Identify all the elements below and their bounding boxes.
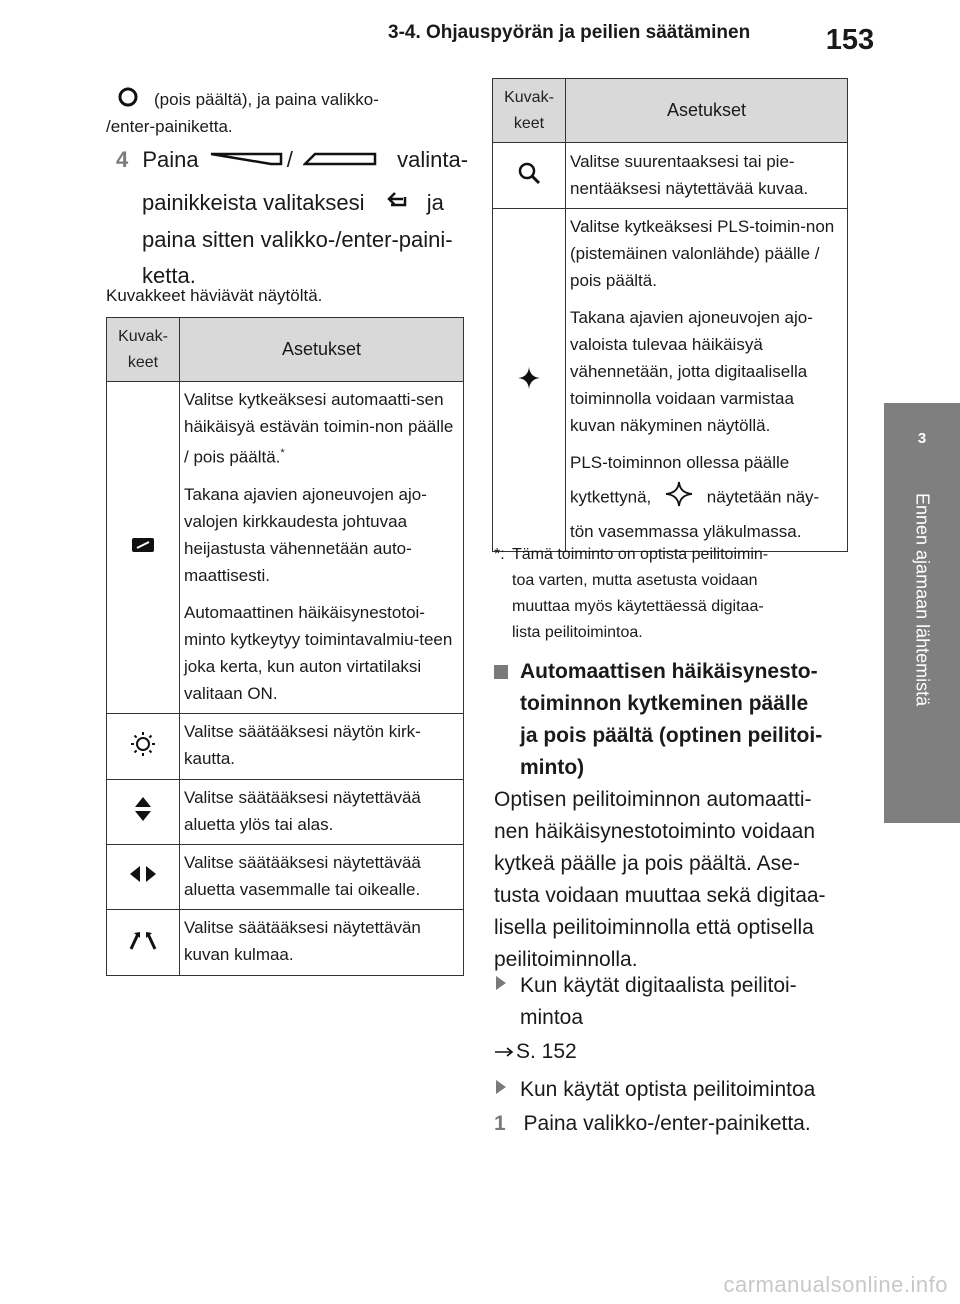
table-row [107,779,180,844]
row-desc: Valitse kytkeäksesi automaatti-sen häikäisyä estävän toimin-non päälle / pois päältä.* [184,390,454,467]
auto-dimming-icon [131,537,155,558]
pls-star-icon [516,365,542,396]
chapter-number: 3 [917,430,927,447]
row-desc: PLS-toiminnon ollessa päälle [570,453,790,472]
step-number: 4 [116,147,129,172]
intro-text: (pois päältä), ja paina valikko- /enter-painiketta. [106,86,466,139]
arrow-right-icon [494,1036,514,1068]
row-desc: Takana ajavien ajoneuvojen ajo-valoista tulevaa häikäisyä vähennetään, jotta digitaalisella toiminnolla voidaan varmistaa kuvan näkyminen näytöllä. [570,308,813,435]
watermark: carmanualsonline.info [723,1272,948,1297]
row-desc: Valitse säätääksesi näytön kirk-kautta. [180,713,464,779]
left-right-icon [128,864,158,889]
bullet-digital: Kun käytät digitaalista peilitoi- mintoa [496,970,856,1034]
table-row [107,909,180,975]
step-1: 1 Paina valikko-/enter-painiketta. [494,1112,811,1135]
note-text: Kuvakkeet häviävät näytöltä. [106,286,323,305]
page-reference: S. 152 [494,1036,577,1068]
row-desc: Valitse kytkeäksesi PLS-toimin-non (pistemäinen valonlähde) päälle / pois päältä. [570,217,835,290]
table-head-settings: Asetukset [566,79,848,143]
settings-table-left [106,317,464,976]
return-arrow-icon [385,186,411,222]
row-desc: kytkettynä, näytetään näy- [570,480,843,516]
step-number: 1 [494,1112,506,1135]
section-title: 3-4. Ohjauspyörän ja peilien säätäminen [388,22,751,43]
bullet-optical: Kun käytät optista peilitoimintoa [496,1074,815,1106]
page-number: 153 [825,24,875,56]
chapter-title: Ennen ajamaan lähtemistä [912,493,933,707]
row-desc: tön vasemmassa yläkulmassa. [570,522,802,541]
down-button-icon [209,143,283,179]
table-head-settings: Asetukset [180,318,464,382]
table-row [493,209,566,552]
triangle-bullet-icon [496,976,506,990]
table-head-icons: Kuvak- keet [107,318,180,382]
table-row [493,143,566,209]
brightness-icon [130,731,156,762]
zoom-icon [517,161,541,190]
off-circle-icon [116,86,140,115]
table-head-icons: Kuvak- keet [493,79,566,143]
row-desc: Valitse säätääksesi näytettävää aluetta ylös tai alas. [180,779,464,844]
up-button-icon [303,143,377,179]
section-heading: Automaattisen häikäisynesto- toiminnon kytkeminen päälle ja pois päältä (optinen peilitoi- minto) [494,656,854,784]
settings-table-right [492,78,848,552]
table-row [107,844,180,909]
row-desc: Valitse suurentaaksesi tai pie-nentääksesi näytettävää kuvaa. [566,143,848,209]
pls-outline-icon [664,480,694,516]
row-desc: Valitse säätääksesi näytettävää aluetta vasemmalle tai oikealle. [180,844,464,909]
footnote: *: Tämä toiminto on optista peilitoimin- toa varten, mutta asetusta voidaan muuttaa myös käytettäessä digitaa- lista peilitoimintoa. [494,546,769,641]
angle-icon [129,929,157,956]
step-4: 4 Paina / valinta- painikkeista valitaksesi ja paina sitten valikko-/enter-paini- ketta. [116,142,476,294]
row-desc: Valitse säätääksesi näytettävän kuvan kulmaa. [180,909,464,975]
up-down-icon [133,795,153,828]
square-bullet-icon [494,665,508,679]
body-paragraph: Optisen peilitoiminnon automaatti- nen häikäisynestotoiminto voidaan kytkeä päälle ja pois päältä. Ase- tusta voidaan muuttaa sekä digitaa- lisella peilitoiminnolla että optisella peilitoiminnolla. [494,788,826,971]
table-row [107,382,180,714]
triangle-bullet-icon [496,1080,506,1094]
table-row [107,713,180,779]
row-desc: Automaattinen häikäisynestotoi-minto kytkeytyy toimintavalmiu-teen joka kerta, kun auton virtatilaksi valitaan ON. [184,602,453,703]
row-desc: Takana ajavien ajoneuvojen ajo-valojen kirkkaudesta johtuvaa heijastusta vähennetään auto-maattisesti. [184,484,427,585]
